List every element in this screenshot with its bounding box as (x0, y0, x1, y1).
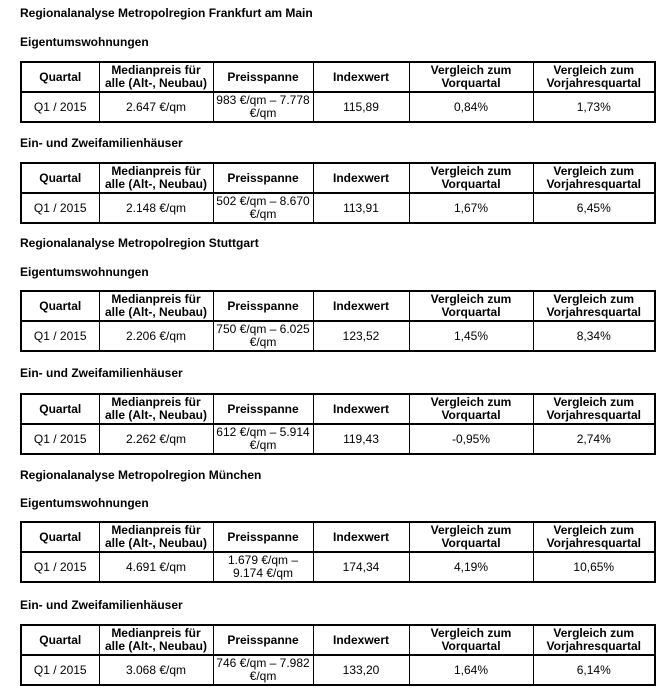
table-row (21, 193, 655, 223)
header-preisspanne: Preisspanne (213, 625, 313, 655)
cell-medianpreis: 2.148 €/qm (99, 193, 213, 223)
cell-preisspanne: 746 €/qm – 7.982 €/qm (213, 655, 313, 685)
header-vorquartal: Vergleich zum Vorquartal (409, 394, 533, 424)
header-preisspanne: Preisspanne (213, 394, 313, 424)
header-quartal: Quartal (21, 394, 99, 424)
section-title-muenchen: Regionalanalyse Metropolregion München (20, 468, 262, 482)
header-preisspanne: Preisspanne (213, 163, 313, 193)
table-stuttgart-apartments (20, 290, 656, 352)
header-indexwert: Indexwert (313, 625, 409, 655)
cell-vorjahresquartal: 10,65% (533, 552, 655, 582)
cell-vorquartal: 1,45% (409, 321, 533, 351)
header-vorquartal: Vergleich zum Vorquartal (409, 291, 533, 321)
header-vorjahresquartal: Vergleich zum Vorjahresquartal (533, 522, 655, 552)
cell-quartal: Q1 / 2015 (21, 552, 99, 582)
table-header-row (21, 394, 655, 424)
table-header-row (21, 62, 655, 92)
cell-vorjahresquartal: 1,73% (533, 92, 655, 122)
header-medianpreis: Medianpreis für alle (Alt-, Neubau) (99, 62, 213, 92)
cell-vorjahresquartal: 8,34% (533, 321, 655, 351)
cell-preisspanne: 1.679 €/qm – 9.174 €/qm (213, 552, 313, 582)
cell-vorjahresquartal: 2,74% (533, 424, 655, 454)
cell-medianpreis: 3.068 €/qm (99, 655, 213, 685)
table-row (21, 552, 655, 582)
header-vorjahresquartal: Vergleich zum Vorjahresquartal (533, 62, 655, 92)
cell-preisspanne: 612 €/qm – 5.914 €/qm (213, 424, 313, 454)
subtitle-muenchen-apartments: Eigentumswohnungen (20, 496, 149, 510)
header-medianpreis: Medianpreis für alle (Alt-, Neubau) (99, 522, 213, 552)
header-vorquartal: Vergleich zum Vorquartal (409, 62, 533, 92)
cell-preisspanne: 750 €/qm – 6.025 €/qm (213, 321, 313, 351)
header-indexwert: Indexwert (313, 163, 409, 193)
table-header-row (21, 522, 655, 552)
cell-quartal: Q1 / 2015 (21, 321, 99, 351)
cell-vorquartal: 0,84% (409, 92, 533, 122)
section-title-stuttgart: Regionalanalyse Metropolregion Stuttgart (20, 236, 259, 250)
table-frankfurt-apartments (20, 61, 656, 123)
header-vorjahresquartal: Vergleich zum Vorjahresquartal (533, 291, 655, 321)
table-muenchen-apartments (20, 521, 656, 583)
cell-vorquartal: -0,95% (409, 424, 533, 454)
table-stuttgart-houses (20, 393, 656, 455)
cell-medianpreis: 2.647 €/qm (99, 92, 213, 122)
header-indexwert: Indexwert (313, 394, 409, 424)
table-header-row (21, 291, 655, 321)
cell-vorjahresquartal: 6,14% (533, 655, 655, 685)
header-indexwert: Indexwert (313, 291, 409, 321)
header-quartal: Quartal (21, 291, 99, 321)
cell-medianpreis: 2.206 €/qm (99, 321, 213, 351)
table-frankfurt-houses (20, 162, 656, 224)
subtitle-stuttgart-apartments: Eigentumswohnungen (20, 265, 149, 279)
cell-vorquartal: 4,19% (409, 552, 533, 582)
header-indexwert: Indexwert (313, 522, 409, 552)
cell-medianpreis: 4.691 €/qm (99, 552, 213, 582)
header-vorjahresquartal: Vergleich zum Vorjahresquartal (533, 394, 655, 424)
header-vorjahresquartal: Vergleich zum Vorjahresquartal (533, 163, 655, 193)
header-indexwert: Indexwert (313, 62, 409, 92)
cell-indexwert: 123,52 (313, 321, 409, 351)
cell-vorquartal: 1,67% (409, 193, 533, 223)
table-header-row (21, 625, 655, 655)
header-medianpreis: Medianpreis für alle (Alt-, Neubau) (99, 394, 213, 424)
header-quartal: Quartal (21, 62, 99, 92)
header-quartal: Quartal (21, 625, 99, 655)
cell-vorquartal: 1,64% (409, 655, 533, 685)
cell-quartal: Q1 / 2015 (21, 92, 99, 122)
header-medianpreis: Medianpreis für alle (Alt-, Neubau) (99, 291, 213, 321)
subtitle-frankfurt-apartments: Eigentumswohnungen (20, 35, 149, 49)
header-medianpreis: Medianpreis für alle (Alt-, Neubau) (99, 625, 213, 655)
cell-indexwert: 133,20 (313, 655, 409, 685)
table-header-row (21, 163, 655, 193)
cell-indexwert: 115,89 (313, 92, 409, 122)
header-preisspanne: Preisspanne (213, 62, 313, 92)
cell-indexwert: 119,43 (313, 424, 409, 454)
header-vorquartal: Vergleich zum Vorquartal (409, 522, 533, 552)
cell-quartal: Q1 / 2015 (21, 193, 99, 223)
table-row (21, 655, 655, 685)
subtitle-muenchen-houses: Ein- und Zweifamilienhäuser (20, 598, 183, 612)
header-vorquartal: Vergleich zum Vorquartal (409, 163, 533, 193)
subtitle-stuttgart-houses: Ein- und Zweifamilienhäuser (20, 366, 183, 380)
table-row (21, 424, 655, 454)
header-preisspanne: Preisspanne (213, 291, 313, 321)
header-medianpreis: Medianpreis für alle (Alt-, Neubau) (99, 163, 213, 193)
cell-quartal: Q1 / 2015 (21, 655, 99, 685)
cell-preisspanne: 983 €/qm – 7.778 €/qm (213, 92, 313, 122)
cell-preisspanne: 502 €/qm – 8.670 €/qm (213, 193, 313, 223)
header-preisspanne: Preisspanne (213, 522, 313, 552)
subtitle-frankfurt-houses: Ein- und Zweifamilienhäuser (20, 136, 183, 150)
section-title-frankfurt: Regionalanalyse Metropolregion Frankfurt am Main (20, 6, 313, 20)
cell-vorjahresquartal: 6,45% (533, 193, 655, 223)
header-vorquartal: Vergleich zum Vorquartal (409, 625, 533, 655)
table-row (21, 321, 655, 351)
cell-medianpreis: 2.262 €/qm (99, 424, 213, 454)
header-quartal: Quartal (21, 163, 99, 193)
table-muenchen-houses (20, 624, 656, 686)
table-row (21, 92, 655, 122)
header-quartal: Quartal (21, 522, 99, 552)
cell-indexwert: 113,91 (313, 193, 409, 223)
cell-indexwert: 174,34 (313, 552, 409, 582)
header-vorjahresquartal: Vergleich zum Vorjahresquartal (533, 625, 655, 655)
cell-quartal: Q1 / 2015 (21, 424, 99, 454)
